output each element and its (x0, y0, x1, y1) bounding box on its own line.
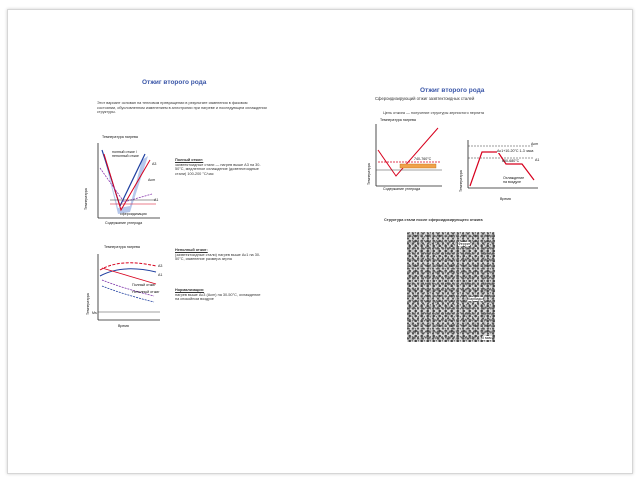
chart-tl-a3: A3 (152, 162, 157, 166)
micrograph-title: Структура стали после сфероидизирующего отжига (384, 218, 483, 222)
chart-right-b-note3: Охлаждение на воздухе (503, 176, 525, 184)
slide2-goal: Цель отжига — получение структуры зернистого перлита (383, 111, 485, 115)
chart-right-a-box: 740-760°C (414, 157, 432, 161)
chart-bl-full: Полный отжиг (132, 283, 156, 287)
chart-right-a-top: Температура нагрева (380, 118, 416, 122)
chart-right-b-xlabel: Время (500, 197, 511, 201)
chart-bl-a1: A1 (158, 273, 163, 277)
chart-bl-xlabel: Время (118, 324, 129, 328)
chart-tl-a1: A1 (154, 198, 159, 202)
chart-right-b-ylabel: Температура (459, 170, 463, 192)
chart-bl-caption2-title: Нормализация: (175, 288, 205, 292)
chart-bl-caption2-text: нагрев выше Ac3 (Acm) на 30-50°C, охлаждение на спокойном воздухе (175, 292, 261, 302)
chart-bl-top-label: Температура нагрева (104, 245, 140, 249)
chart-bl-ms: Ms (92, 311, 97, 315)
slide1-title: Отжиг второго рода (142, 79, 207, 86)
chart-right-b-acm: Acm (531, 142, 539, 146)
chart-bl-caption1 (175, 248, 265, 262)
slide1-intro: Этот вариант основан на тепловом превращении в результате изменения в фазовом состоянии, обусловленном изменением в аллотропии при нагреве и последующем охлаждении структуры. (97, 101, 267, 115)
chart-tl-caption (175, 158, 263, 176)
chart-tl-caption-title: Полный отжиг: (175, 158, 204, 162)
chart-right-a-xlabel: Содержание углерода (383, 187, 421, 191)
chart-bl-caption1-title: Неполный отжиг: (175, 248, 208, 252)
chart-bl-caption2 (175, 288, 265, 302)
micrograph-label-carbides: Карбиды (468, 297, 483, 301)
chart-tl-caption-text: заэвтектоидные стали — нагрев выше A3 на 30-50°C, медленное охлаждение (доэвтектоидные стали) 100-200 °С/час (175, 162, 261, 176)
chart-right-b (462, 138, 542, 198)
chart-tl-ylabel: Температура (84, 188, 88, 210)
chart-tl-bottom: сфероидизация (120, 212, 147, 216)
chart-right-b-a1: A1 (535, 158, 540, 162)
chart-right-b-note2: 650-680°C (502, 159, 520, 163)
chart-bl-ylabel: Температура (86, 293, 90, 315)
chart-tl-top-label: Температура нагрева (102, 135, 138, 139)
chart-tl-acm: Acm (148, 178, 156, 182)
micrograph-scale: 5 мкм (482, 336, 492, 340)
chart-bl-caption1-text: (заэвтектоидные стали) нагрев выше Ac1 на 30-50°C, изменение размера зерна (175, 252, 261, 262)
slide-frame (7, 9, 633, 474)
chart-tl-xlabel: Содержание углерода (105, 221, 143, 225)
slide2-subtitle: Сфероидизирующий отжиг заэвтектоидных сталей (375, 96, 475, 101)
chart-tl-annotation: полный отжиг / неполный отжиг (112, 150, 139, 158)
chart-bl-a3: A3 (158, 264, 163, 268)
micrograph-label-ferrite: Феррит (458, 242, 471, 246)
micrograph-image (407, 232, 495, 342)
chart-bl-partial: Неполный отжиг (132, 290, 160, 294)
slide2-title: Отжиг второго рода (420, 87, 485, 94)
chart-right-b-note1: Ac1+10-20°C 1-3 часа (497, 149, 534, 153)
chart-right-a-ylabel: Температура (367, 163, 371, 185)
